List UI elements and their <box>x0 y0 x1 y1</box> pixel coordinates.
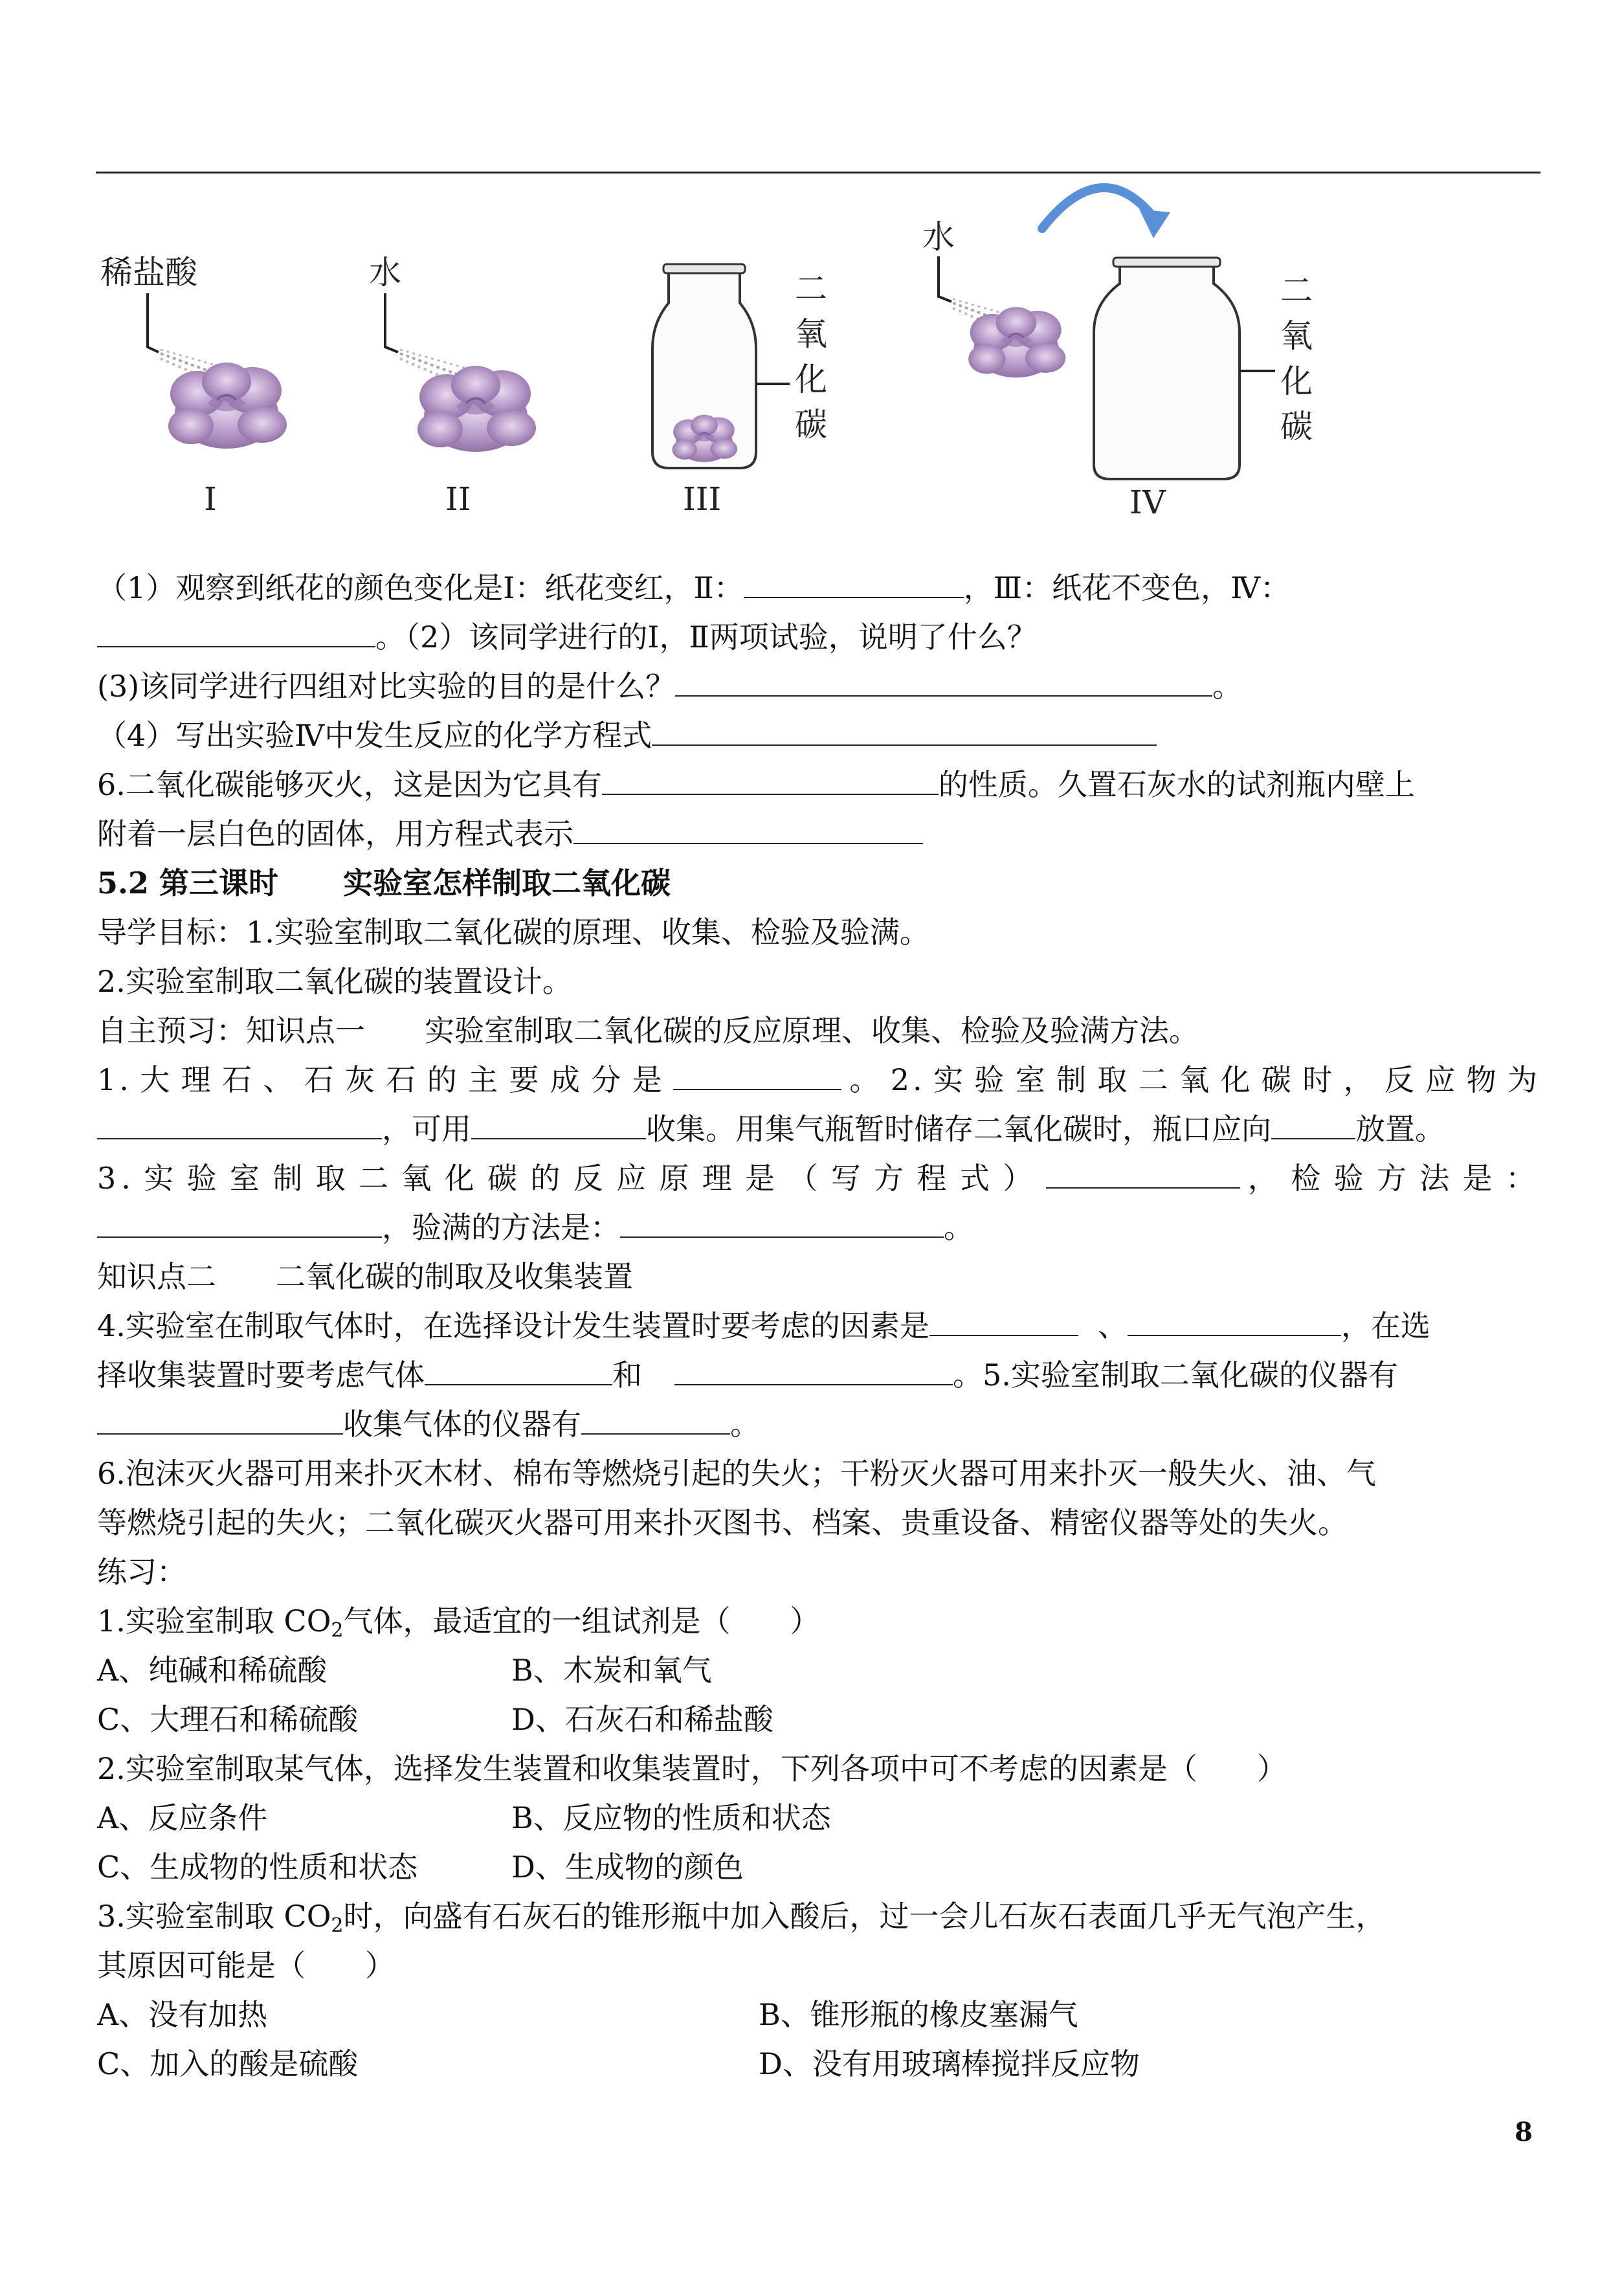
experiment-2 <box>369 254 536 518</box>
text: 2.实验室制取某气体，选择发生装置和收集装置时，下列各项中可不考虑的因素是（ ） <box>97 1751 1287 1786</box>
text: (3)该同学进行四组对比实验的目的是什么？ <box>97 669 676 704</box>
goal-line <box>97 957 1541 1006</box>
answer-blank[interactable] <box>620 1203 944 1238</box>
co2-char: 氧 <box>795 315 827 353</box>
answer-blank[interactable] <box>97 1203 382 1238</box>
water-label-1: 水 <box>369 254 401 291</box>
co2-char: 化 <box>1280 363 1313 400</box>
answer-blank[interactable] <box>1128 1301 1341 1336</box>
options-row <box>97 1646 1541 1695</box>
co2-char: 碳 <box>1280 408 1313 445</box>
text: 收集。用集气瓶暂时储存二氧化碳时，瓶口应向 <box>646 1112 1271 1146</box>
text: 3.实验室制取 CO <box>97 1899 331 1934</box>
practice-heading <box>97 1547 1541 1596</box>
text: 其原因可能是（ ） <box>97 1948 395 1983</box>
knowledge-line <box>97 1350 1541 1400</box>
options-row <box>97 1695 1541 1744</box>
section-title <box>97 858 1541 908</box>
numeral-1: I <box>204 480 217 518</box>
text: 。（2）该同学进行的Ⅰ，Ⅱ两项试验，说明了什么？ <box>375 620 1037 654</box>
goal-line <box>97 908 1541 957</box>
text: 知识点二 二氧化碳的制取及收集装置 <box>97 1259 633 1294</box>
option-c[interactable]: C、大理石和稀硫酸 <box>97 1702 359 1737</box>
answer-blank[interactable] <box>97 612 375 647</box>
knowledge-line <box>97 1449 1541 1498</box>
experiment-figure <box>91 173 1320 542</box>
option-a[interactable]: A、没有加热 <box>97 1997 268 2032</box>
text: 。 <box>730 1407 760 1442</box>
nozzle-icon <box>939 256 951 302</box>
nozzle-icon <box>148 293 159 352</box>
text: 气体，最适宜的一组试剂是（ ） <box>343 1604 820 1639</box>
co2-char: 化 <box>795 361 827 398</box>
option-d[interactable]: D、石灰石和稀盐酸 <box>511 1702 773 1737</box>
experiment-1 <box>100 254 287 518</box>
text: ，可用 <box>382 1112 471 1146</box>
options-row <box>97 2039 1541 2088</box>
acid-label: 稀盐酸 <box>100 254 197 291</box>
answer-blank[interactable] <box>573 809 923 844</box>
option-d[interactable]: D、生成物的颜色 <box>511 1850 744 1885</box>
option-d[interactable]: D、没有用玻璃棒搅拌反应物 <box>759 2046 1140 2081</box>
options-row <box>97 1990 1541 2039</box>
text: 实验室怎样制取二氧化碳 <box>343 866 671 900</box>
options-row <box>97 1793 1541 1842</box>
knowledge-heading <box>97 1252 1541 1301</box>
text: 择收集装置时要考虑气体 <box>97 1358 425 1393</box>
text: 自主预习：知识点一 实验室制取二氧化碳的反应原理、收集、检验及验满方法。 <box>97 1013 1199 1048</box>
option-a[interactable]: A、纯碱和稀硫酸 <box>97 1653 328 1688</box>
text: 。 <box>944 1210 973 1245</box>
text: 3.实验室制取二氧化碳的反应原理是（写方程式） <box>97 1161 1046 1196</box>
nozzle-icon <box>385 293 398 352</box>
co2-char: 氧 <box>1280 317 1313 355</box>
curved-arrow-icon <box>1042 188 1152 229</box>
answer-blank[interactable] <box>652 711 1157 746</box>
gas-jar-icon <box>1094 264 1240 479</box>
exercise-2 <box>97 1744 1541 1793</box>
knowledge-line <box>97 1203 1541 1252</box>
text: 2.实验室制取二氧化碳的装置设计。 <box>97 964 572 999</box>
answer-blank[interactable] <box>675 662 1212 697</box>
option-c[interactable]: C、加入的酸是硫酸 <box>97 2046 359 2081</box>
question-1-line <box>97 711 1541 760</box>
text: 导学目标：1.实验室制取二氧化碳的原理、收集、检验及验满。 <box>97 915 929 950</box>
answer-blank[interactable] <box>1271 1104 1355 1139</box>
experiment-4 <box>922 188 1313 521</box>
flower-icon <box>417 366 536 452</box>
numeral-2: II <box>445 480 471 518</box>
co2-char: 二 <box>1280 272 1313 309</box>
text: ，在选 <box>1340 1308 1430 1343</box>
option-a[interactable]: A、反应条件 <box>97 1800 268 1835</box>
answer-blank[interactable] <box>1046 1154 1240 1189</box>
co2-char: 二 <box>795 270 827 308</box>
text: 附着一层白色的固体，用方程式表示 <box>97 816 573 851</box>
text: 。5.实验室制取二氧化碳的仪器有 <box>953 1358 1398 1393</box>
exercise-3 <box>97 1892 1541 1941</box>
knowledge-line <box>97 1498 1541 1547</box>
preview-line <box>97 1006 1541 1055</box>
answer-blank[interactable] <box>602 760 939 795</box>
text: 5.2 第三课时 <box>97 866 279 900</box>
question-1-line <box>97 612 1541 662</box>
question-1-line <box>97 563 1541 612</box>
question-1-line <box>97 662 1541 711</box>
text: （1）观察到纸花的颜色变化是Ⅰ：纸花变红，Ⅱ： <box>97 570 744 605</box>
subscript: 2 <box>331 1619 344 1642</box>
text: 6.二氧化碳能够灭火，这是因为它具有 <box>97 767 602 802</box>
text: 的性质。久置石灰水的试剂瓶内壁上 <box>938 767 1415 802</box>
text: 收集气体的仪器有 <box>343 1407 581 1442</box>
knowledge-line <box>97 1055 1541 1104</box>
knowledge-line <box>97 1400 1541 1449</box>
text: 1.实验室制取 CO <box>97 1604 331 1639</box>
option-b[interactable]: B、锥形瓶的橡皮塞漏气 <box>759 1997 1078 2032</box>
text: 。 <box>1212 669 1243 704</box>
numeral-4: IV <box>1129 484 1166 521</box>
water-label-2: 水 <box>922 218 955 256</box>
text: 。2.实验室制取二氧化碳时，反应物为 <box>841 1062 1541 1097</box>
flower-icon <box>673 415 738 462</box>
text: （4）写出实验Ⅳ中发生反应的化学方程式 <box>97 718 652 753</box>
text: 和 <box>612 1358 642 1393</box>
text: 放置。 <box>1355 1112 1445 1146</box>
knowledge-line <box>97 1104 1541 1154</box>
numeral-3: III <box>683 480 722 518</box>
text: ，验满的方法是： <box>382 1210 620 1245</box>
text: 1.大理石、石灰石的主要成分是 <box>97 1062 673 1097</box>
text: 、 <box>1097 1308 1128 1343</box>
answer-blank[interactable] <box>471 1104 646 1139</box>
option-b[interactable]: B、反应物的性质和状态 <box>511 1800 831 1835</box>
page-number: 8 <box>1515 2117 1533 2147</box>
subscript: 2 <box>331 1914 344 1937</box>
text: 4.实验室在制取气体时，在选择设计发生装置时要考虑的因素是 <box>97 1308 929 1343</box>
text: 6.泡沫灭火器可用来扑灭木材、棉布等燃烧引起的失火；干粉灭火器可用来扑灭一般失火、油、气 <box>97 1456 1376 1491</box>
answer-blank[interactable] <box>929 1301 1078 1336</box>
question-6-line <box>97 809 1541 858</box>
experiment-3 <box>652 264 827 518</box>
exercise-1 <box>97 1596 1541 1646</box>
text: ，检验方法是： <box>1240 1161 1541 1196</box>
exercise-3 <box>97 1941 1541 1990</box>
co2-char: 碳 <box>795 406 827 443</box>
answer-blank[interactable] <box>581 1400 730 1435</box>
flower-icon <box>168 363 287 449</box>
knowledge-line <box>97 1301 1541 1350</box>
answer-blank[interactable] <box>425 1350 612 1385</box>
flower-icon <box>968 307 1065 377</box>
answer-blank[interactable] <box>744 563 964 598</box>
knowledge-line <box>97 1154 1541 1203</box>
options-row <box>97 1842 1541 1892</box>
question-6-line <box>97 760 1541 809</box>
option-c[interactable]: C、生成物的性质和状态 <box>97 1850 418 1885</box>
page-body <box>97 563 1541 2088</box>
text: 等燃烧引起的失火；二氧化碳灭火器可用来扑灭图书、档案、贵重设备、精密仪器等处的失火。 <box>97 1505 1348 1540</box>
answer-blank[interactable] <box>674 1350 953 1385</box>
answer-blank[interactable] <box>673 1055 841 1090</box>
answer-blank[interactable] <box>97 1104 382 1139</box>
text: 练习： <box>97 1554 186 1589</box>
text: ，Ⅲ：纸花不变色，Ⅳ： <box>963 570 1291 605</box>
text: 时，向盛有石灰石的锥形瓶中加入酸后，过一会儿石灰石表面几乎无气泡产生， <box>343 1899 1386 1934</box>
option-b[interactable]: B、木炭和氧气 <box>511 1653 712 1688</box>
answer-blank[interactable] <box>97 1400 343 1435</box>
